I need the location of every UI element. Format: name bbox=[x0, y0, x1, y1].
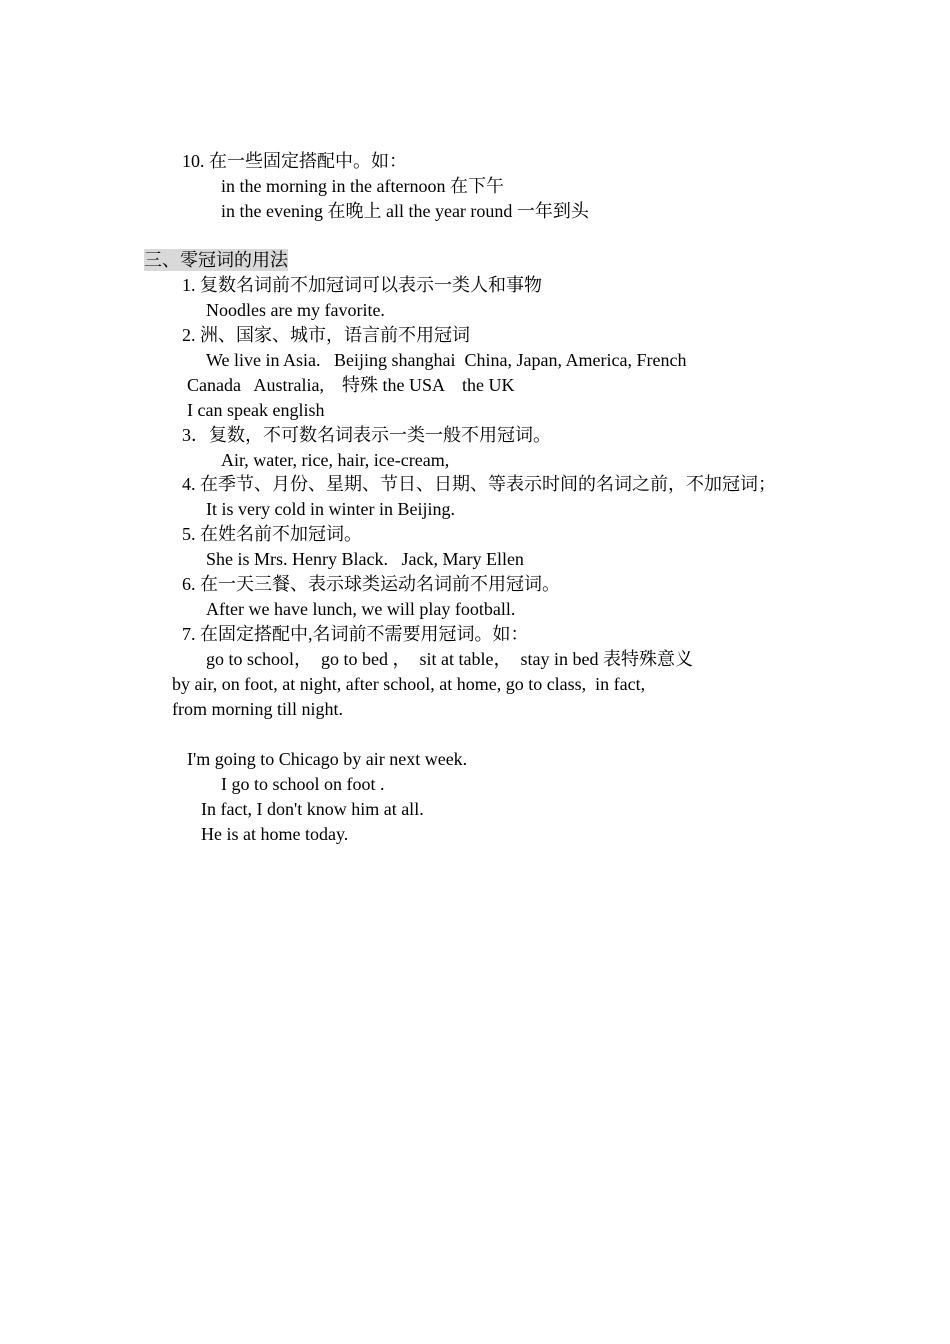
rule-example: We live in Asia. Beijing shanghai China, Japan, America, French bbox=[206, 350, 687, 370]
rule-title: 5. 在姓名前不加冠词。 bbox=[182, 524, 362, 544]
rule-example: She is Mrs. Henry Black. Jack, Mary Ellen bbox=[206, 549, 524, 569]
rule-example: from morning till night. bbox=[172, 699, 343, 719]
example-sentence: He is at home today. bbox=[201, 824, 349, 844]
rule-title: 2. 洲、国家、城市，语言前不用冠词 bbox=[182, 325, 470, 345]
rule-title: 7. 在固定搭配中,名词前不需要用冠词。如： bbox=[182, 624, 529, 644]
rule-example: After we have lunch, we will play football. bbox=[206, 599, 516, 619]
rule-example: Air, water, rice, hair, ice-cream, bbox=[221, 450, 450, 470]
section-3-heading: 三、零冠词的用法 bbox=[144, 250, 288, 270]
section-10-example: in the morning in the afternoon 在下午 bbox=[221, 176, 504, 196]
example-sentence: In fact, I don't know him at all. bbox=[201, 799, 424, 819]
rule-example: by air, on foot, at night, after school, at home, go to class, in fact, bbox=[172, 674, 646, 694]
section-10-example: in the evening 在晚上 all the year round 一年到头 bbox=[221, 201, 589, 221]
rule-title: 3．复数，不可数名词表示一类一般不用冠词。 bbox=[182, 425, 551, 445]
rule-title: 1. 复数名词前不加冠词可以表示一类人和事物 bbox=[182, 275, 542, 295]
rule-example: I can speak english bbox=[187, 400, 325, 420]
rule-title: 6. 在一天三餐、表示球类运动名词前不用冠词。 bbox=[182, 574, 560, 594]
rule-example: go to school， go to bed ， sit at table， stay in bed 表特殊意义 bbox=[206, 649, 693, 669]
rule-example: Canada Australia, 特殊 the USA the UK bbox=[187, 375, 515, 395]
section-10-title: 10. 在一些固定搭配中。如： bbox=[182, 151, 407, 171]
example-sentence: I'm going to Chicago by air next week. bbox=[187, 749, 468, 769]
rule-title: 4. 在季节、月份、星期、节日、日期、等表示时间的名词之前，不加冠词； bbox=[182, 474, 776, 494]
rule-example: It is very cold in winter in Beijing. bbox=[206, 499, 455, 519]
example-sentence: I go to school on foot . bbox=[221, 774, 385, 794]
rule-example: Noodles are my favorite. bbox=[206, 300, 385, 320]
